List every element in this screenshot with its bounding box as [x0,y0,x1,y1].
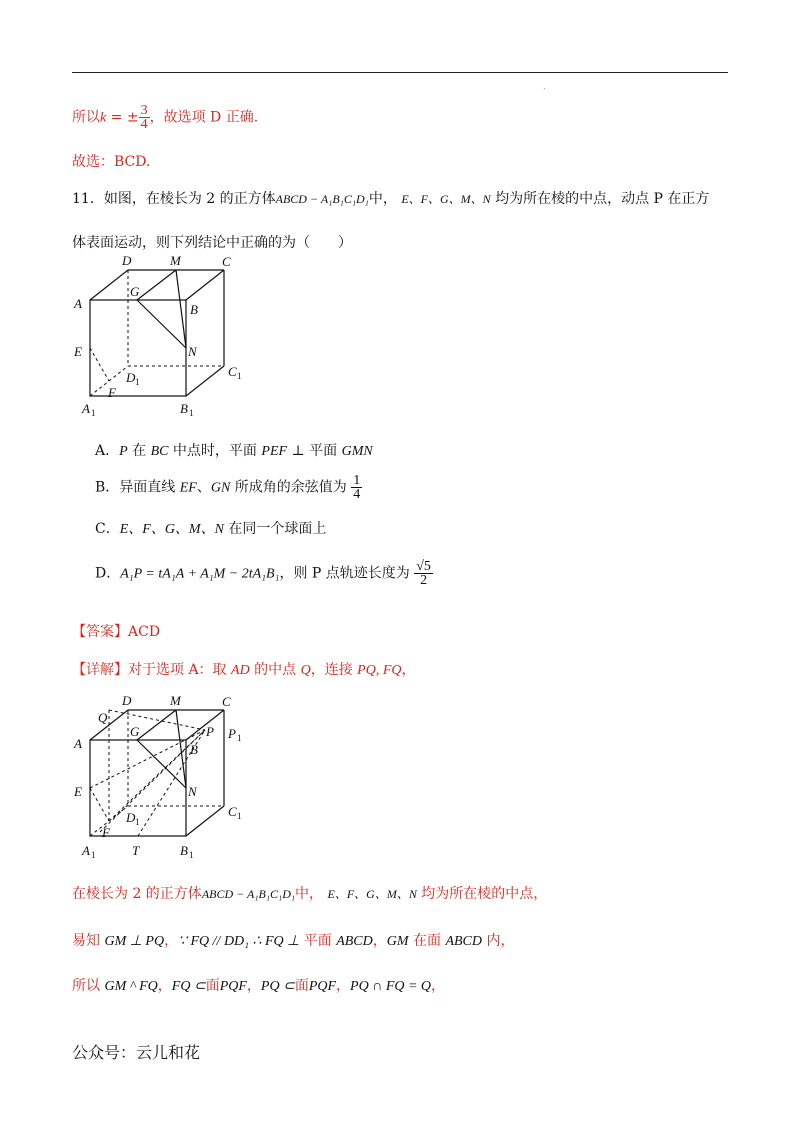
detail-para-2: 易知 GM ⊥ PQ，∵ FQ // DD₁ ∴ FQ ⊥ 平面 ABCD，GM 在面 ABCD 内， [72,933,515,949]
svg-text:1: 1 [237,371,242,381]
svg-text:1: 1 [189,850,194,860]
svg-text:C: C [228,804,237,819]
svg-text:B: B [190,742,198,757]
fraction-1-4: $\frac{1}{4}$ [353,473,361,502]
fraction-sqrt5-2: $\frac{√5}{2}$ [416,559,431,588]
svg-text:1: 1 [237,811,242,821]
svg-text:M: M [170,253,181,268]
svg-text:C: C [222,694,231,709]
header-rule [72,72,728,73]
svg-text:P: P [228,726,236,741]
option-a: A．P 在 BC 中点时，平面 PEF ⊥ 平面 GMN [95,443,373,459]
option-c: C．E、F、G、M、N 在同一个球面上 [95,521,327,537]
cube-figure-1 [70,252,260,424]
svg-text:A: A [82,843,90,858]
svg-text:D: D [126,810,136,825]
svg-text:1: 1 [189,408,194,418]
svg-text:M: M [170,693,181,708]
question-11-stem: 11．如图，在棱长为 2 的正方体ABCD − A₁B₁C₁D₁中， E、F、G、M、N 均为所在棱的中点，动点 P 在正方 [72,191,710,207]
svg-text:B: B [180,401,188,416]
svg-text:1: 1 [135,817,140,827]
svg-text:B: B [190,302,198,317]
svg-text:G: G [130,284,140,299]
header-dot: . [543,82,546,91]
conclusion-line: 所以k = ± $\frac{3}{4}$ ，故选项 D 正确. [72,103,259,132]
svg-text:C: C [222,254,231,269]
svg-text:1: 1 [135,377,140,387]
svg-text:P: P [206,724,214,739]
svg-text:A: A [74,296,82,311]
footer-text: 公众号：云儿和花 [72,1043,201,1062]
svg-text:G: G [130,724,140,739]
option-d: D．A₁P = tA₁A + A₁M − 2tA₁B₁，则 P 点轨迹长度为 $\frac{√5}{2}$ [95,559,431,588]
question-11-stem-2: 体表面运动，则下列结论中正确的为（ ） [72,235,352,251]
svg-text:F: F [102,825,110,840]
svg-text:A: A [74,736,82,751]
option-b: B．异面直线 EF、GN 所成角的余弦值为 $\frac{1}{4}$ [95,473,361,502]
cube-figure-2 [70,692,260,864]
svg-text:E: E [74,344,82,359]
svg-text:F: F [108,385,116,400]
svg-text:1: 1 [91,850,96,860]
svg-text:D: D [122,693,132,708]
svg-text:T: T [132,843,140,858]
detail-para-3: 所以 GM ^ FQ，FQ ⊂面PQF，PQ ⊂面PQF，PQ ∩ FQ = Q， [72,978,446,994]
choice-line: 故选：BCD. [72,154,151,170]
svg-text:D: D [122,253,132,268]
svg-text:A: A [82,401,90,416]
svg-text:B: B [180,843,188,858]
svg-text:Q: Q [98,710,108,725]
detail-para-1: 在棱长为 2 的正方体ABCD − A₁B₁C₁D₁中， E、F、G、M、N 均为所在棱的中点， [72,886,548,902]
fraction-3-4: $\frac{3}{4}$ [140,103,148,132]
svg-text:D: D [126,370,136,385]
svg-text:1: 1 [237,733,242,743]
answer-line: 【答案】ACD [72,624,161,640]
svg-text:N: N [188,344,197,359]
svg-text:E: E [74,784,82,799]
detail-line: 【详解】对于选项 A：取 AD 的中点 Q，连接 PQ, FQ， [72,662,416,678]
svg-text:N: N [188,784,197,799]
svg-text:C: C [228,364,237,379]
svg-text:1: 1 [91,408,96,418]
